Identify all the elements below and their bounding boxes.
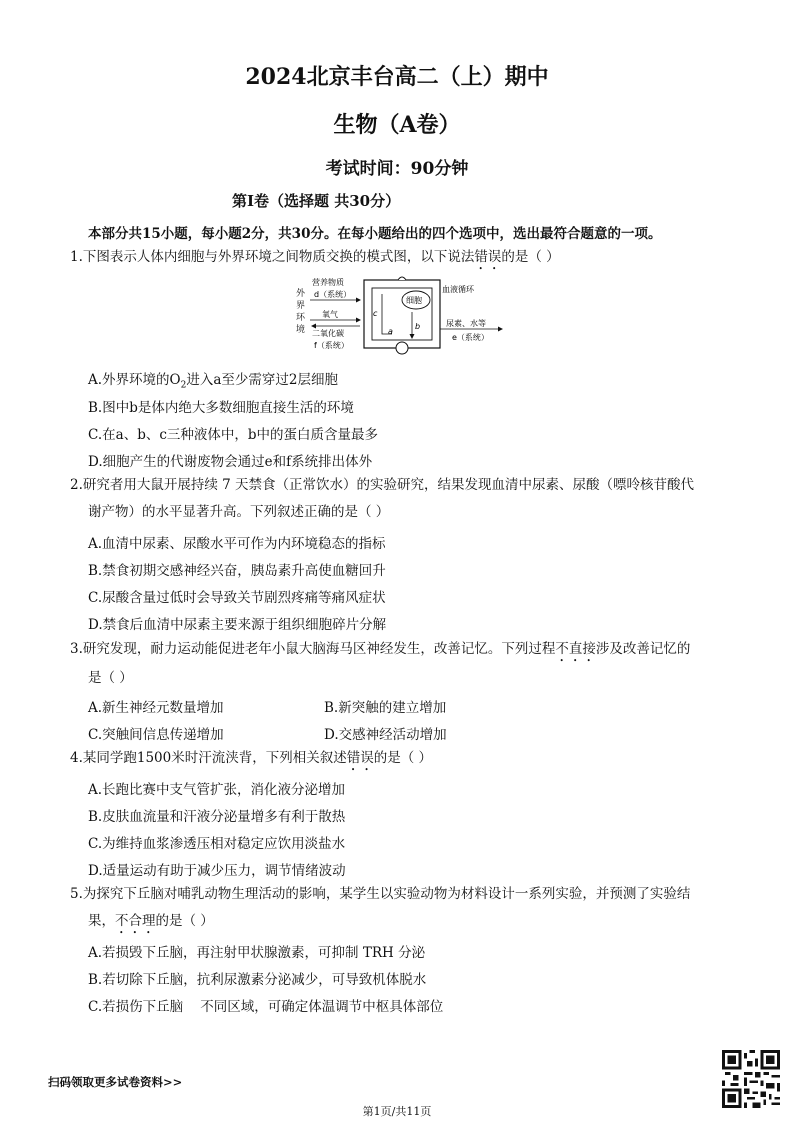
question-5-stem: 5.为探究下丘脑对哺乳动物生理活动的影响，某学生以实验动物为材料设计一系列实验，并预测了实验结 果，不合理的是（ ）: [70, 886, 691, 929]
qr-promo-text[interactable]: 扫码领取更多试卷资料>>: [48, 1075, 183, 1089]
question-2-stem: 2.研究者用大鼠开展持续 7 天禁食（正常饮水）的实验研究，结果发现血清中尿素、尿酸（嘌呤核苷酸代 谢产物）的水平显著升高。下列叙述正确的是（ ）: [70, 477, 695, 520]
question-3-option-b[interactable]: B.新突触的建立增加: [324, 700, 447, 716]
material-exchange-diagram: [294, 276, 508, 356]
exam-time: 考试时间：90分钟: [325, 159, 469, 179]
emphasis-mark: 错误: [346, 750, 374, 766]
diagram-label-c: c: [373, 309, 378, 318]
question-4-option-b[interactable]: B.皮肤血流量和汗液分泌量增多有利于散热: [88, 809, 346, 825]
diagram-label-a: a: [388, 327, 393, 336]
question-1-option-b[interactable]: B.图中b是体内绝大多数细胞直接生活的环境: [88, 400, 354, 416]
emphasis-mark: 不直接: [555, 641, 596, 657]
question-1-option-a[interactable]: A.外界环境的$O_2$进入a至少需穿过2层细胞: [88, 372, 338, 391]
diagram-f-system: f（系统）: [314, 341, 349, 350]
diagram-arrowhead: [356, 318, 361, 323]
emphasis-mark: 不合理: [115, 913, 156, 929]
question-1-stem: 1.下图表示人体内细胞与外界环境之间物质交换的模式图，以下说法错误的是（ ）: [70, 249, 560, 265]
question-2-option-b[interactable]: B.禁食初期交感神经兴奋，胰岛素升高使血糖回升: [88, 563, 386, 579]
diagram-outside-3: 环: [296, 313, 306, 323]
diagram-heart: [396, 342, 408, 354]
question-2-option-a[interactable]: A.血清中尿素、尿酸水平可作为内环境稳态的指标: [88, 536, 386, 552]
diagram-co2: 二氧化碳: [312, 329, 344, 338]
question-4-option-c[interactable]: C.为维持血浆渗透压相对稳定应饮用淡盐水: [88, 836, 346, 852]
question-2-option-d[interactable]: D.禁食后血清中尿素主要来源于组织细胞碎片分解: [88, 617, 387, 633]
qr-code-icon[interactable]: [722, 1050, 780, 1108]
question-5-option-b[interactable]: B.若切除下丘脑，抗利尿激素分泌减少，可导致机体脱水: [88, 972, 427, 988]
question-3-option-a[interactable]: A.新生神经元数量增加: [88, 700, 224, 716]
diagram-d-system: d（系统）: [314, 290, 352, 299]
diagram-urea: 尿素、水等: [446, 319, 486, 328]
page-number: 第1页/共11页: [362, 1105, 432, 1118]
diagram-vessel-bend: [398, 277, 406, 280]
diagram-oxygen: 氧气: [322, 310, 338, 319]
diagram-arrowhead: [410, 334, 415, 339]
diagram-blood: 血液循环: [442, 285, 474, 294]
emphasis-mark: 错误: [474, 249, 502, 265]
exam-title: 2024北京丰台高二（上）期中: [245, 64, 549, 90]
diagram-arrowhead: [356, 298, 361, 303]
exam-subtitle: 生物（A卷）: [333, 112, 461, 138]
question-3-option-c[interactable]: C.突触间信息传递增加: [88, 727, 224, 743]
question-2-option-c[interactable]: C.尿酸含量过低时会导致关节剧烈疼痛等痛风症状: [88, 590, 386, 606]
question-1-option-c[interactable]: C.在a、b、c三种液体中，b中的蛋白质含量最多: [88, 427, 379, 443]
diagram-arrowhead: [311, 324, 316, 329]
diagram-e-system: e（系统）: [452, 333, 489, 342]
diagram-cell-label: 细胞: [406, 296, 422, 305]
diagram-outside-4: 境: [296, 325, 306, 335]
diagram-label-b: b: [415, 322, 421, 331]
diagram-outside-2: 界: [296, 301, 306, 311]
diagram-outside-1: 外: [296, 289, 306, 299]
question-5-option-a[interactable]: A.若损毁下丘脑，再注射甲状腺激素，可抑制 TRH 分泌: [88, 945, 426, 961]
diagram-arrowhead: [498, 327, 503, 332]
question-3-stem: 3.研究发现，耐力运动能促进老年小鼠大脑海马区神经发生，改善记忆。下列过程不直接涉及改善记忆的 是（ ）: [70, 641, 691, 686]
section-instruction: 本部分共15小题，每小题2分，共30分。在每小题给出的四个选项中，选出最符合题意的一项。: [88, 226, 662, 242]
section-heading: 第Ⅰ卷（选择题 共30分）: [232, 192, 401, 210]
question-4-option-d[interactable]: D.适量运动有助于减少压力，调节情绪波动: [88, 863, 346, 879]
question-3-option-d[interactable]: D.交感神经活动增加: [324, 727, 447, 743]
question-4-stem: 4.某同学跑1500米时汗流浃背，下列相关叙述错误的是（ ）: [70, 750, 433, 766]
question-5-option-c[interactable]: C.若损伤下丘脑 不同区域，可确定体温调节中枢具体部位: [88, 999, 444, 1015]
question-1-option-d[interactable]: D.细胞产生的代谢废物会通过e和f系统排出体外: [88, 454, 373, 470]
question-4-option-a[interactable]: A.长跑比赛中支气管扩张，消化液分泌增加: [88, 782, 346, 798]
diagram-nutrient: 营养物质: [312, 278, 344, 287]
